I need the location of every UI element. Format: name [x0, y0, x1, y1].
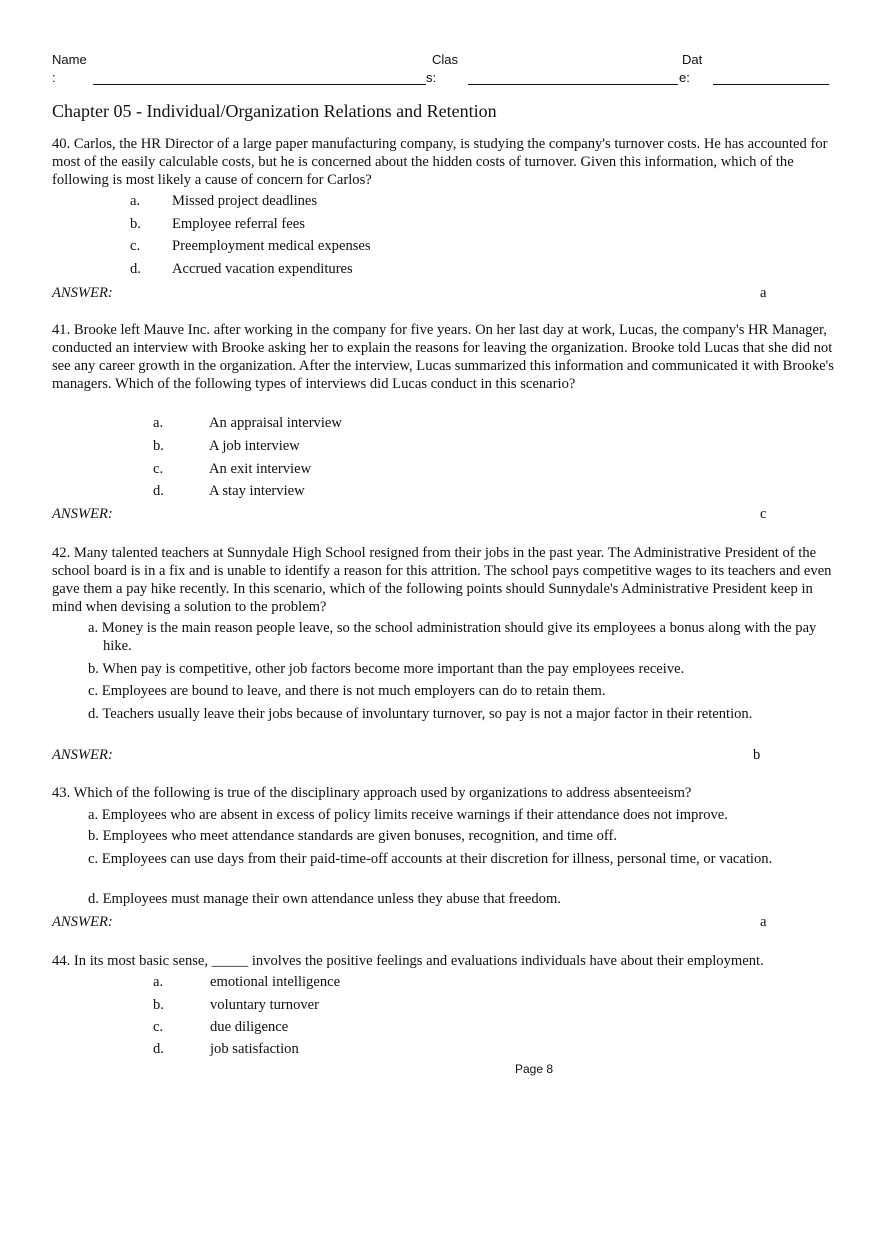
- name-underline: [93, 84, 426, 85]
- question-40-answer: a: [760, 285, 767, 301]
- class-underline: [468, 84, 678, 85]
- date-underline: [713, 84, 829, 85]
- question-41-answer-label: ANSWER:: [52, 506, 113, 522]
- question-41-answer: c: [760, 506, 767, 522]
- question-42-option-a: a. Money is the main reason people leave, so the school administration should give its employees a bonus along with the pay hike.: [88, 620, 817, 654]
- question-42-option-d: d. Teachers usually leave their jobs because of involuntary turnover, so pay is not a major factor in their retention.: [88, 706, 753, 722]
- question-43-option-c: c. Employees can use days from their paid-time-off accounts at their discretion for illness, personal time, or vacation.: [88, 851, 773, 867]
- question-43-option-d: d. Employees must manage their own attendance unless they abuse that freedom.: [88, 891, 561, 907]
- document-page: Name : Clas s: Dat e: Chapter 05 - Individual/Organization Relations and Retention 40. Carlos, the HR Director of a large paper manufacturing company, is studying the company's turnover costs. He has accounted for most of the easily calculable costs, but he is concerned about the hidden costs of turnover. Given this information, which of the following is most likely a cause of concern for Carlos? a. Missed project deadlines b. Employee referral fees c. Preemployment medical expenses d. Accrued vacation expenditures ANSWER: a 41. Brooke left Mauve Inc. after working in the company for five years. On her last day at work, Lucas, the company's HR Manager, conducted an interview with Brooke asking her to explain the reasons for leaving the organization. Brooke told Lucas that she did not see any career growth in the organization. After the interview, Lucas summarized this information and communicated it with Brooke's managers. Which of the following types of interviews did Lucas conduct in this scenario? a. An appraisal interview b. A job interview c. An exit interview d. A stay interview ANSWER: c 42. Many talented teachers at Sunnydale High School resigned from their jobs in the past year. The Administrative President of the school board is in a fix and is unable to identify a reason for this attrition. The school pays competitive wages to its teachers and even gave them a pay hike recently. In this scenario, which of the following points should Sunnydale's Administrative President keep in mind when devising a solution to the problem? a. Money is the main reason people leave, so the school administration should give its employees a bonus along with the pay hike. b. When pay is competitive, other job factors become more important than the pay employees receive. c. Employees are bound to leave, and there is not much employers can do to retain them. d. Teachers usually leave their jobs because of involuntary turnover, so pay is not a major factor in their retention. ANSWER: b 43. Which of the following is true of the disciplinary approach used by organizations to address absenteeism? a. Employees who are absent in excess of policy limits receive warnings if their attendance does not improve. b. Employees who meet attendance standards are given bonuses, recognition, and time off. c. Employees can use days from their paid-time-off accounts at their discretion for illness, personal time, or vacation. d. Employees must manage their own attendance unless they abuse that freedom. ANSWER: a 44. In its most basic sense, _____ involves the positive feelings and evaluations individuals have about their employment. a. emotional intelligence b. voluntary turnover c. due diligence d. job satisfaction Page 8: [0, 0, 880, 1247]
- date-label: Dat: [682, 52, 703, 67]
- question-42-option-c: c. Employees are bound to leave, and there is not much employers can do to retain them.: [88, 683, 606, 699]
- question-40-answer-label: ANSWER:: [52, 285, 113, 301]
- question-40-text: 40. Carlos, the HR Director of a large paper manufacturing company, is studying the company's turnover costs. He has accounted for most of the easily calculable costs, but he is concerned about the hidden costs of turnover. Given this information, which of the following is most likely a cause of concern for Carlos?: [52, 136, 828, 188]
- page-number: Page 8: [514, 1062, 554, 1076]
- question-42-answer: b: [753, 747, 761, 763]
- name-label: Name: [52, 52, 87, 67]
- chapter-title: Chapter 05 - Individual/Organization Relations and Retention: [52, 101, 497, 121]
- date-colon: e:: [679, 70, 690, 85]
- question-42-option-b: b. When pay is competitive, other job factors become more important than the pay employees receive.: [88, 661, 685, 677]
- question-41-text: 41. Brooke left Mauve Inc. after working in the company for five years. On her last day at work, Lucas, the company's HR Manager, conducted an interview with Brooke asking her to explain the reasons for leaving the organization. Brooke told Lucas that she did not see any career growth in the organization. After the interview, Lucas summarized this information and communicated it with Brooke's managers. Which of the following types of interviews did Lucas conduct in this scenario?: [52, 322, 834, 392]
- question-42-text: 42. Many talented teachers at Sunnydale High School resigned from their jobs in the past year. The Administrative President of the school board is in a fix and is unable to identify a reason for this attrition. The school pays competitive wages to its teachers and even gave them a pay hike recently. In this scenario, which of the following points should Sunnydale's Administrative President keep in mind when devising a solution to the problem?: [52, 545, 832, 615]
- question-43-answer-label: ANSWER:: [52, 914, 113, 930]
- question-43-text: 43. Which of the following is true of the disciplinary approach used by organizations to address absenteeism?: [52, 785, 692, 801]
- question-43-option-b: b. Employees who meet attendance standards are given bonuses, recognition, and time off.: [88, 828, 618, 844]
- class-colon: s:: [426, 70, 437, 85]
- name-colon: :: [52, 70, 56, 85]
- question-43-answer: a: [760, 914, 767, 930]
- question-43-option-a: a. Employees who are absent in excess of policy limits receive warnings if their attendance does not improve.: [88, 807, 728, 823]
- question-44-text: 44. In its most basic sense, _____ involves the positive feelings and evaluations individuals have about their employment.: [52, 953, 764, 969]
- class-label: Clas: [432, 52, 459, 67]
- question-42-answer-label: ANSWER:: [52, 747, 113, 763]
